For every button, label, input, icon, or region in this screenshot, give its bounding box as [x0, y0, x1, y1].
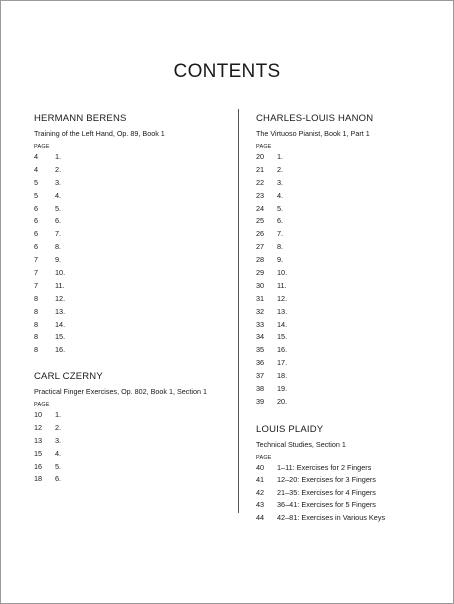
entry-page-number: 4 — [34, 164, 39, 174]
toc-entry — [34, 164, 234, 177]
entry-label: 5. — [277, 203, 284, 213]
entry-label: 14. — [55, 319, 66, 329]
toc-entry — [256, 280, 454, 293]
composer-name: HERMANN BERENS — [34, 113, 127, 124]
entry-page-number: 10 — [34, 410, 43, 419]
composer-name: CHARLES-LOUIS HANON — [256, 113, 374, 124]
toc-entry — [256, 344, 454, 357]
entry-label: 9. — [55, 255, 62, 265]
toc-entry — [34, 306, 234, 319]
entry-page-number: 22 — [256, 177, 265, 187]
work-title: Technical Studies, Section 1 — [256, 440, 346, 449]
toc-entry — [34, 280, 234, 293]
toc-entry — [256, 499, 454, 511]
entry-page-number: 28 — [256, 255, 265, 265]
entry-label: 16. — [55, 345, 66, 355]
entry-page-number: 16 — [34, 461, 43, 471]
toc-entry — [34, 409, 234, 422]
entry-page-number: 4 — [34, 152, 39, 161]
entry-page-number: 15 — [34, 448, 43, 458]
entry-page-number: 23 — [256, 190, 265, 200]
toc-entry — [256, 357, 454, 370]
entry-page-number: 29 — [256, 268, 265, 278]
entry-label: 36–41: Exercises for 5 Fingers — [277, 500, 376, 510]
entry-label: 1. — [55, 152, 62, 161]
entry-page-number: 24 — [256, 203, 265, 213]
toc-entry — [34, 241, 234, 254]
entry-page-number: 38 — [256, 384, 265, 394]
entry-label: 5. — [55, 203, 62, 213]
entry-page-number: 6 — [34, 203, 39, 213]
entry-label: 3. — [55, 177, 62, 187]
toc-entry — [34, 473, 234, 486]
toc-entry — [256, 331, 454, 344]
entry-page-number: 21 — [256, 164, 265, 174]
toc-entry — [34, 254, 234, 267]
entry-page-number: 7 — [34, 280, 39, 290]
toc-entry — [34, 215, 234, 228]
entry-label: 14. — [277, 319, 288, 329]
entry-label: 10. — [277, 268, 288, 278]
toc-entry — [256, 306, 454, 319]
entry-page-number: 6 — [34, 229, 39, 239]
entry-page-number: 5 — [34, 190, 39, 200]
entry-label: 15. — [277, 332, 288, 342]
entry-label: 20. — [277, 396, 288, 406]
entry-page-number: 34 — [256, 332, 265, 342]
toc-entry — [256, 474, 454, 486]
entry-label: 12–20: Exercises for 3 Fingers — [277, 475, 376, 485]
entry-page-number: 5 — [34, 177, 39, 187]
toc-entry — [256, 215, 454, 228]
entry-label: 4. — [277, 190, 284, 200]
entry-page-number: 30 — [256, 280, 265, 290]
entry-label: 6. — [55, 216, 62, 226]
entry-label: 6. — [277, 216, 284, 226]
entry-list — [256, 462, 454, 524]
entry-page-number: 25 — [256, 216, 265, 226]
toc-entry — [34, 435, 234, 448]
entry-label: 8. — [277, 242, 284, 252]
toc-entry — [256, 487, 454, 499]
entry-page-number: 35 — [256, 345, 265, 355]
entry-label: 4. — [55, 448, 62, 458]
entry-label: 9. — [277, 255, 284, 265]
entry-label: 11. — [55, 280, 65, 290]
entry-label: 17. — [277, 358, 288, 368]
entry-label: 11. — [277, 280, 287, 290]
entry-page-number: 36 — [256, 358, 265, 368]
toc-entry — [34, 293, 234, 306]
entry-list — [34, 409, 234, 486]
entry-page-number: 33 — [256, 319, 265, 329]
toc-entry — [34, 190, 234, 203]
toc-entry — [34, 177, 234, 190]
toc-entry — [34, 461, 234, 474]
work-title: The Virtuoso Pianist, Book 1, Part 1 — [256, 129, 370, 138]
toc-entry — [256, 267, 454, 280]
entry-page-number: 7 — [34, 268, 39, 278]
entry-page-number: 37 — [256, 371, 265, 381]
toc-entry — [256, 151, 454, 164]
section-berens — [34, 112, 234, 357]
toc-entry — [256, 370, 454, 383]
entry-label: 13. — [55, 306, 66, 316]
toc-entry — [256, 383, 454, 396]
toc-entry — [34, 448, 234, 461]
entry-page-number: 42 — [256, 487, 265, 497]
toc-entry — [256, 241, 454, 254]
entry-page-number: 41 — [256, 475, 265, 485]
entry-page-number: 44 — [256, 512, 265, 522]
toc-entry — [256, 190, 454, 203]
toc-entry — [256, 319, 454, 332]
entry-label: 1. — [277, 152, 284, 161]
entry-label: 12. — [277, 293, 288, 303]
section-czerny — [34, 370, 234, 486]
entry-label: 8. — [55, 242, 62, 252]
entry-label: 3. — [277, 177, 284, 187]
toc-entry — [34, 228, 234, 241]
entry-label: 19. — [277, 384, 288, 394]
entry-page-number: 6 — [34, 216, 39, 226]
toc-entry — [256, 512, 454, 524]
toc-entry — [256, 293, 454, 306]
work-title: Practical Finger Exercises, Op. 802, Book 1, Section 1 — [34, 387, 207, 396]
toc-entry — [256, 254, 454, 267]
entry-page-number: 8 — [34, 332, 39, 342]
entry-label: 3. — [55, 435, 62, 445]
toc-entry — [34, 422, 234, 435]
entry-page-number: 31 — [256, 293, 265, 303]
entry-page-number: 13 — [34, 435, 43, 445]
entry-page-number: 8 — [34, 319, 39, 329]
entry-page-number: 12 — [34, 422, 43, 432]
section-hanon — [256, 112, 454, 409]
entry-label: 4. — [55, 190, 62, 200]
toc-entry — [34, 344, 234, 357]
composer-name: CARL CZERNY — [34, 371, 103, 382]
column-divider — [238, 109, 239, 513]
entry-label: 21–35: Exercises for 4 Fingers — [277, 487, 376, 497]
toc-entry — [34, 151, 234, 164]
entry-page-number: 43 — [256, 500, 265, 510]
section-plaidy — [256, 423, 454, 524]
entry-list — [34, 151, 234, 357]
entry-page-number: 39 — [256, 396, 265, 406]
entry-label: 7. — [55, 229, 62, 239]
toc-entry — [256, 203, 454, 216]
entry-label: 10. — [55, 268, 66, 278]
page-column-label: PAGE — [34, 144, 50, 150]
entry-page-number: 8 — [34, 293, 39, 303]
entry-label: 12. — [55, 293, 66, 303]
entry-label: 1–11: Exercises for 2 Fingers — [277, 463, 372, 472]
entry-label: 2. — [277, 164, 284, 174]
entry-label: 42–81: Exercises in Various Keys — [277, 512, 386, 522]
entry-list — [256, 151, 454, 409]
entry-page-number: 8 — [34, 345, 39, 355]
entry-label: 15. — [55, 332, 66, 342]
toc-entry — [256, 177, 454, 190]
toc-entry — [256, 462, 454, 474]
entry-label: 6. — [55, 474, 62, 484]
entry-label: 2. — [55, 164, 62, 174]
page-column-label: PAGE — [256, 455, 272, 461]
page-title: CONTENTS — [173, 61, 281, 82]
entry-page-number: 18 — [34, 474, 43, 484]
work-title: Training of the Left Hand, Op. 89, Book 1 — [34, 129, 165, 138]
entry-page-number: 6 — [34, 242, 39, 252]
entry-label: 16. — [277, 345, 288, 355]
entry-label: 2. — [55, 422, 62, 432]
entry-label: 13. — [277, 306, 288, 316]
toc-entry — [34, 331, 234, 344]
entry-page-number: 26 — [256, 229, 265, 239]
entry-page-number: 27 — [256, 242, 265, 252]
entry-label: 1. — [55, 410, 62, 419]
entry-label: 7. — [277, 229, 284, 239]
composer-name: LOUIS PLAIDY — [256, 424, 324, 435]
toc-entry — [256, 396, 454, 409]
toc-entry — [256, 228, 454, 241]
entry-page-number: 40 — [256, 463, 265, 472]
entry-page-number: 7 — [34, 255, 39, 265]
entry-label: 5. — [55, 461, 62, 471]
page-column-label: PAGE — [34, 402, 50, 408]
entry-label: 18. — [277, 371, 288, 381]
entry-page-number: 32 — [256, 306, 265, 316]
toc-entry — [34, 267, 234, 280]
entry-page-number: 8 — [34, 306, 39, 316]
toc-entry — [256, 164, 454, 177]
page-column-label: PAGE — [256, 144, 272, 150]
toc-entry — [34, 203, 234, 216]
toc-entry — [34, 319, 234, 332]
entry-page-number: 20 — [256, 152, 265, 161]
